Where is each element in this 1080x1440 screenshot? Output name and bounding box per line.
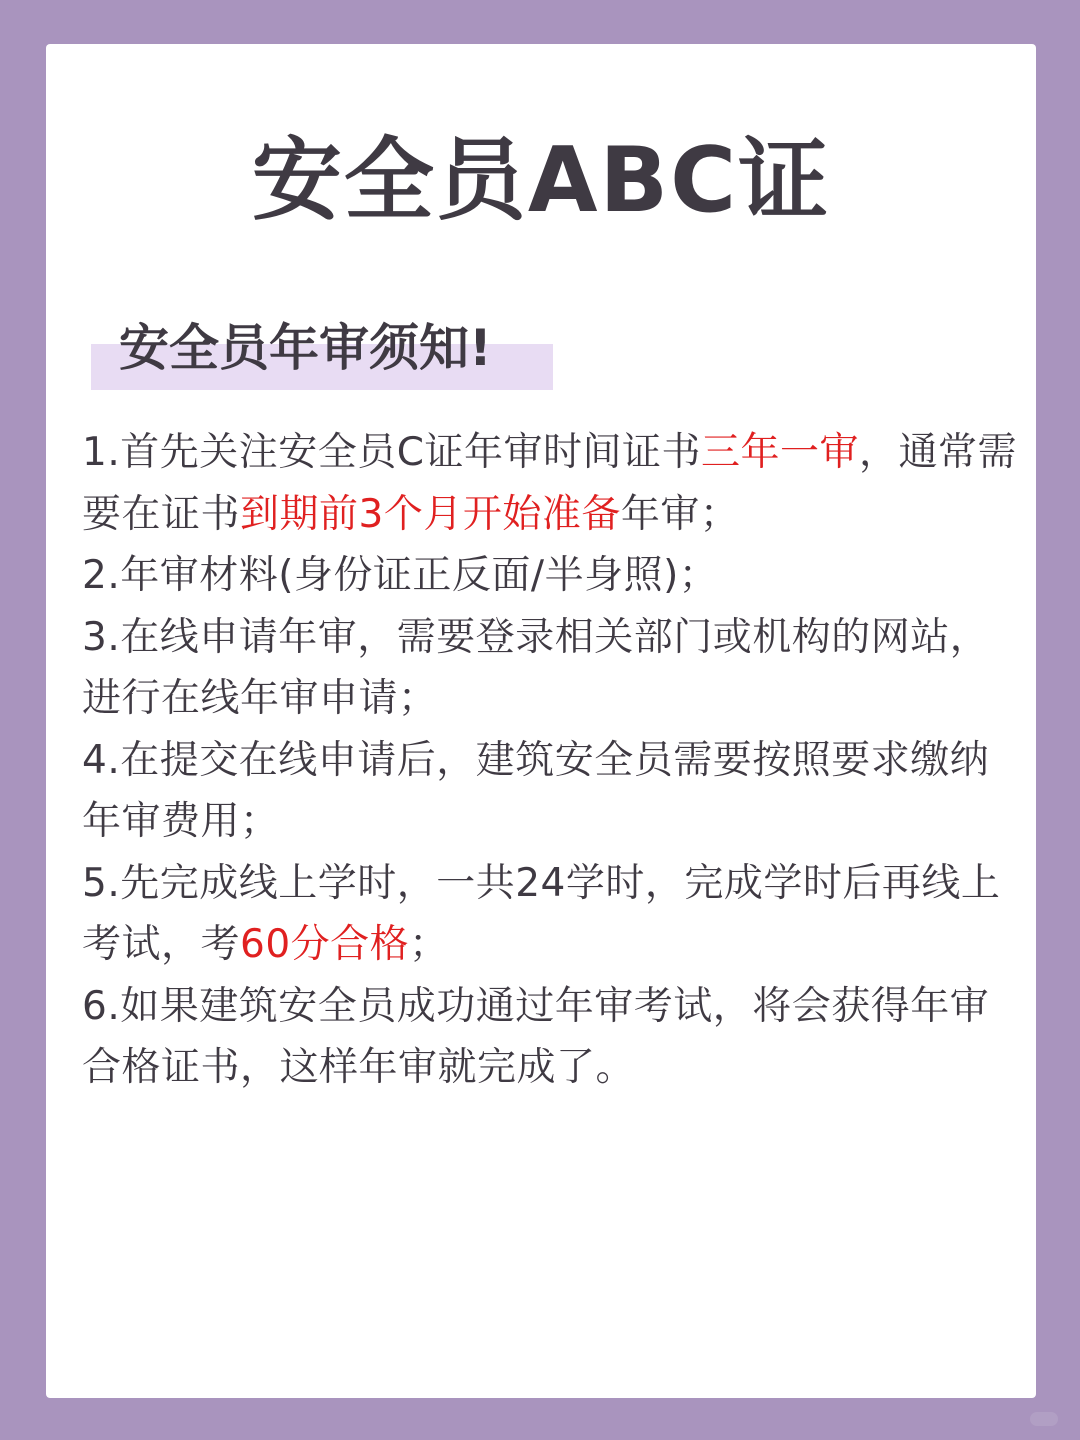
subtitle: 安全员年审须知! — [119, 319, 492, 377]
notice-item-4 — [82, 730, 1017, 853]
watermark-badge — [1030, 1412, 1058, 1426]
notice-item-1-highlight-b: 到期前3个月开始准备 — [240, 491, 621, 537]
notice-item-3-text: 3.在线申请年审，需要登录相关部门或机构的网站，进行在线年审申请； — [82, 614, 990, 721]
notice-item-5 — [82, 853, 1017, 976]
notice-item-2 — [82, 545, 1017, 607]
page-title: 安全员ABC证 — [251, 128, 831, 233]
notice-item-1-text-c: 年审； — [620, 491, 740, 537]
notice-item-5-text-b: ； — [409, 922, 449, 967]
content-card — [46, 44, 1036, 1398]
subtitle-block — [91, 298, 553, 388]
notice-item-6 — [82, 976, 1017, 1099]
notice-item-1-highlight-a: 三年一审 — [700, 430, 859, 475]
notice-item-6-text: 6.如果建筑安全员成功通过年审考试，将会获得年审合格证书，这样年审就完成了。 — [82, 983, 990, 1090]
notice-item-5-highlight: 60分合格 — [240, 922, 410, 967]
notice-item-4-text: 4.在提交在线申请后，建筑安全员需要按照要求缴纳年审费用； — [82, 737, 990, 844]
notice-item-5-text-a: 5.先完成线上学时，一共24学时，完成学时后再线上考试，考 — [82, 860, 1001, 967]
notice-item-2-text: 2.年审材料(身份证正反面/半身照)； — [82, 553, 719, 598]
notice-item-1-text-b: ，通常需要在证书 — [82, 430, 1017, 537]
notice-item-1-text-a: 1.首先关注安全员C证年审时间证书 — [82, 430, 701, 475]
notice-item-3 — [82, 607, 1017, 730]
notice-list — [82, 422, 1017, 1099]
notice-item-1 — [82, 422, 1017, 545]
